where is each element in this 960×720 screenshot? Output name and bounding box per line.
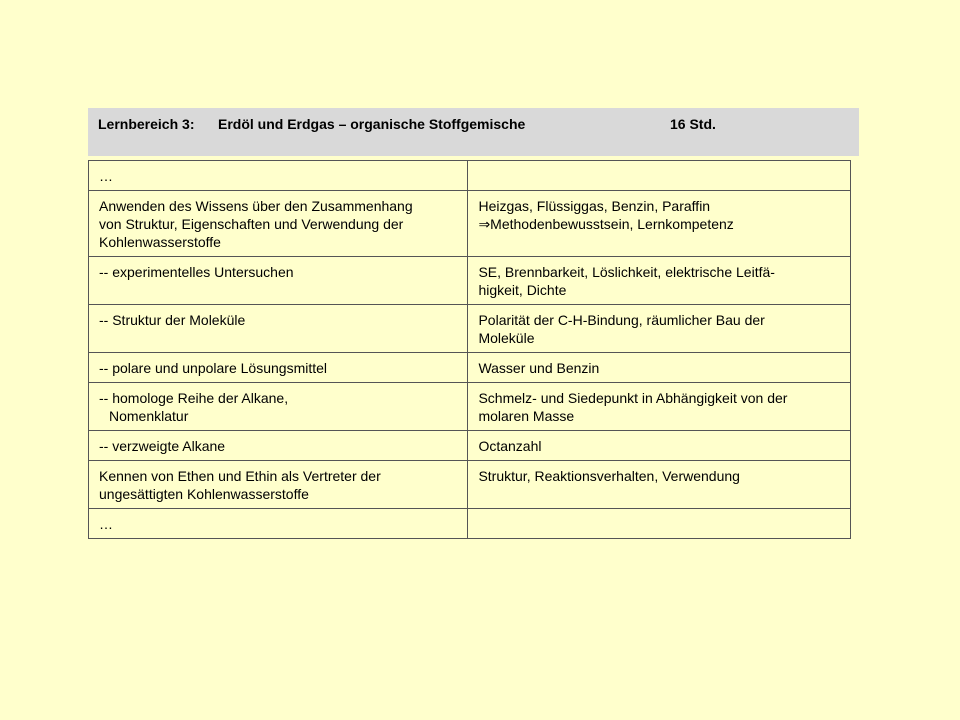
note-cell [468,431,851,461]
cell-line: -- polare und unpolare Lösungsmittel [99,360,328,376]
table-row [89,461,851,509]
table-row [89,353,851,383]
cell-line: molaren Masse [478,408,575,424]
table-row [89,431,851,461]
goal-cell [89,161,468,191]
note-cell [468,305,851,353]
section-hours: 16 Std. [670,116,716,132]
cell-line: Nomenklatur [109,408,189,424]
goal-cell [89,257,468,305]
note-cell [468,383,851,431]
cell-line: … [99,516,113,532]
cell-line: Struktur, Reaktionsverhalten, Verwendung [478,468,740,484]
cell-line: -- experimentelles Untersuchen [99,264,294,280]
cell-line: Octanzahl [478,438,542,454]
cell-line: Wasser und Benzin [478,360,600,376]
cell-line: … [99,168,113,184]
cell-line: von Struktur, Eigenschaften und Verwendung der [99,216,404,232]
cell-line: Kohlenwasserstoffe [99,234,221,250]
cell-line: -- verzweigte Alkane [99,438,226,454]
goal-cell [89,509,468,539]
table-row [89,383,851,431]
goal-cell [89,383,468,431]
table-row [89,161,851,191]
cell-line: Heizgas, Flüssiggas, Benzin, Paraffin [478,198,711,214]
goal-cell [89,431,468,461]
note-cell [468,161,851,191]
cell-line: SE, Brennbarkeit, Löslichkeit, elektrische Leitfä- [478,264,775,280]
note-cell [468,191,851,257]
cell-line: -- Struktur der Moleküle [99,312,246,328]
table-row [89,305,851,353]
table-row [89,509,851,539]
cell-line: Polarität der C-H-Bindung, räumlicher Bau der [478,312,765,328]
note-cell [468,257,851,305]
goal-cell [89,353,468,383]
cell-line: ⇒Methodenbewusstsein, Lernkompetenz [478,216,734,232]
note-cell [468,509,851,539]
cell-line: Anwenden des Wissens über den Zusammenhang [99,198,413,214]
cell-line: -- homologe Reihe der Alkane, [99,390,289,406]
cell-line: higkeit, Dichte [478,282,567,298]
note-cell [468,461,851,509]
table-row [89,191,851,257]
cell-line [478,515,842,533]
goal-cell [89,461,468,509]
cell-line [478,167,842,185]
cell-line: Schmelz- und Siedepunkt in Abhängigkeit von der [478,390,788,406]
goal-cell [89,305,468,353]
goal-cell [89,191,468,257]
cell-line: Kennen von Ethen und Ethin als Vertreter der [99,468,381,484]
section-title: Erdöl und Erdgas – organische Stoffgemische [218,116,526,132]
cell-line: Moleküle [478,330,535,346]
cell-line: ungesättigten Kohlenwasserstoffe [99,486,309,502]
note-cell [468,353,851,383]
section-header [88,108,859,156]
section-label: Lernbereich 3: [98,116,195,132]
curriculum-table [88,160,851,539]
table-row [89,257,851,305]
